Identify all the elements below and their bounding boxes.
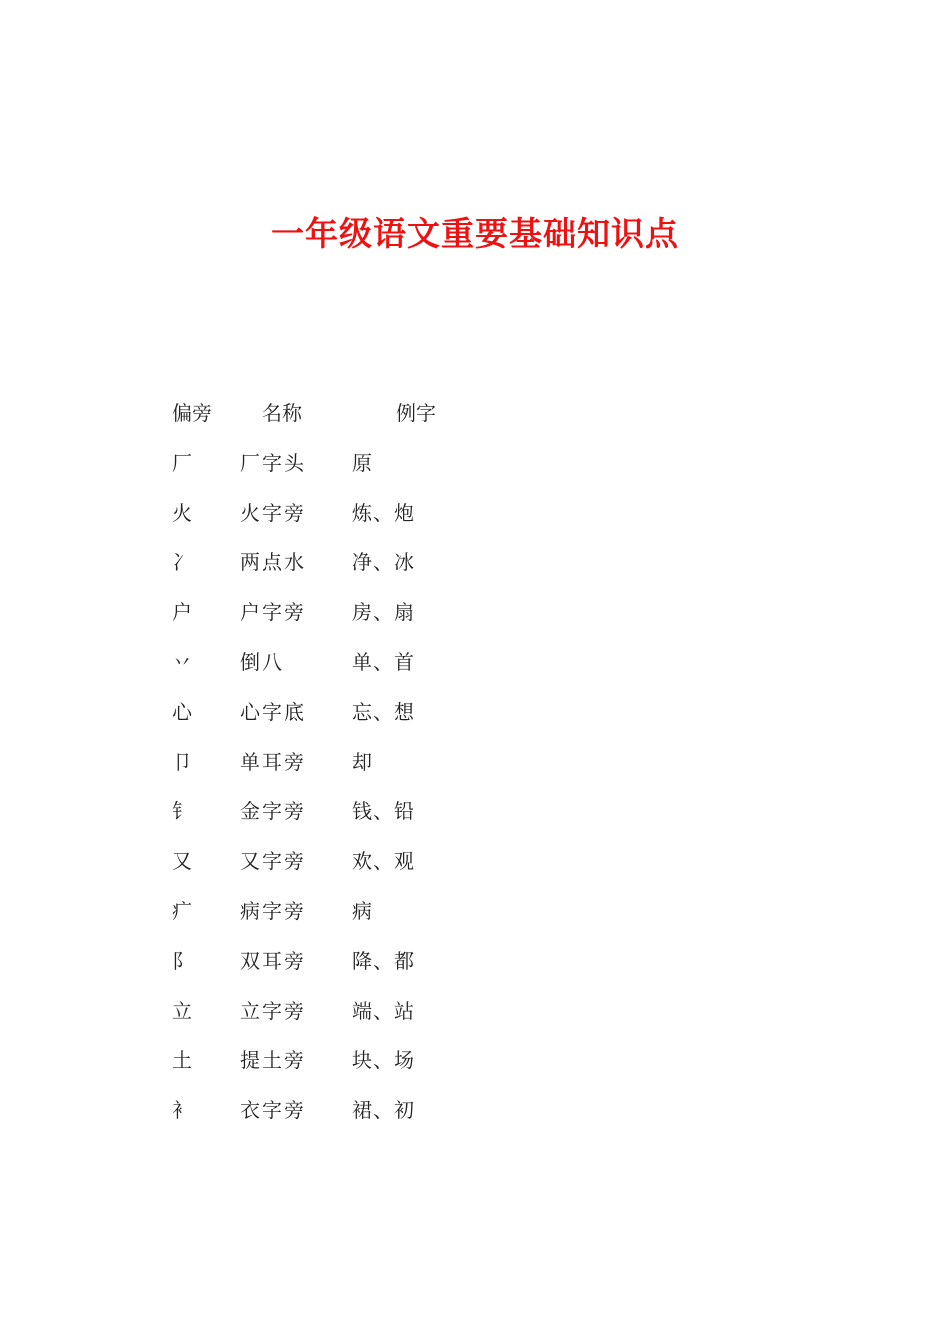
radical-cell: 丷 <box>172 649 192 674</box>
header-name: 名称 <box>262 401 302 425</box>
name-cell: 两点水 <box>240 550 306 575</box>
examples-cell: 炼、炮 <box>352 500 415 525</box>
radical-cell: 疒 <box>172 898 192 923</box>
examples-cell: 块、场 <box>352 1048 415 1073</box>
name-cell: 厂字头 <box>240 450 306 475</box>
examples-cell: 裙、初 <box>352 1098 415 1123</box>
name-cell: 户字旁 <box>240 600 306 625</box>
examples-cell: 端、站 <box>352 998 415 1023</box>
examples-cell: 原 <box>352 450 373 475</box>
name-cell: 金字旁 <box>240 799 306 824</box>
name-cell: 提土旁 <box>240 1048 306 1073</box>
examples-cell: 单、首 <box>352 649 415 674</box>
header-examples: 例字 <box>396 401 436 425</box>
radical-cell: 钅 <box>172 799 192 824</box>
name-cell: 病字旁 <box>240 898 306 923</box>
examples-cell: 病 <box>352 898 373 923</box>
examples-cell: 净、冰 <box>352 550 415 575</box>
radical-cell: 土 <box>172 1048 192 1073</box>
radical-cell: 又 <box>172 849 192 874</box>
radical-cell: 衤 <box>172 1098 192 1123</box>
radical-cell: 立 <box>172 998 192 1023</box>
radical-cell: 户 <box>172 600 192 625</box>
radical-cell: 卩 <box>172 749 192 774</box>
name-cell: 倒八 <box>240 649 284 674</box>
name-cell: 立字旁 <box>240 998 306 1023</box>
header-radical: 偏旁 <box>172 401 212 425</box>
name-cell: 单耳旁 <box>240 749 306 774</box>
examples-cell: 欢、观 <box>352 849 415 874</box>
radical-cell: 阝 <box>172 948 192 973</box>
name-cell: 又字旁 <box>240 849 306 874</box>
name-cell: 心字底 <box>240 699 306 724</box>
radical-cell: 冫 <box>172 550 192 575</box>
name-cell: 衣字旁 <box>240 1098 306 1123</box>
name-cell: 火字旁 <box>240 500 306 525</box>
examples-cell: 忘、想 <box>352 699 415 724</box>
radical-cell: 心 <box>172 699 192 724</box>
name-cell: 双耳旁 <box>240 948 306 973</box>
page-title: 一年级语文重要基础知识点 <box>271 214 679 253</box>
radical-cell: 厂 <box>172 450 192 475</box>
examples-cell: 房、扇 <box>352 600 415 625</box>
examples-cell: 却 <box>352 749 373 774</box>
examples-cell: 降、都 <box>352 948 415 973</box>
examples-cell: 钱、铅 <box>352 799 415 824</box>
radical-cell: 火 <box>172 500 192 525</box>
